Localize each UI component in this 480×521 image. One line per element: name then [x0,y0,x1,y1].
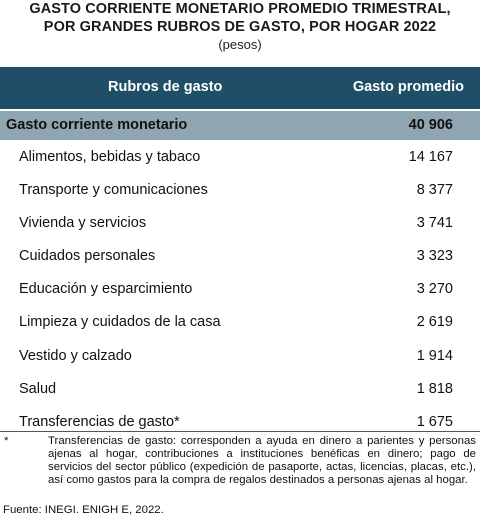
row-value: 3 741 [416,215,453,232]
row-label: Limpieza y cuidados de la casa [19,314,221,331]
row-value: 1 914 [416,347,453,364]
table-row [0,275,480,308]
table-title [0,0,480,36]
table-row [0,242,480,275]
row-value: 8 377 [416,182,453,199]
row-label: Salud [19,380,57,397]
total-label: Gasto corriente monetario [6,117,188,133]
title-line-2: POR GRANDES RUBROS DE GASTO, POR HOGAR 2022 [43,19,437,35]
row-value: 3 323 [416,248,453,265]
table-row [0,375,480,408]
title-line-1: GASTO CORRIENTE MONETARIO PROMEDIO TRIMESTRAL, [29,1,451,17]
table-row [0,209,480,242]
row-label: Transferencias de gasto* [19,413,180,430]
column-header-category: Rubros de gasto [108,79,223,95]
row-label: Cuidados personales [19,248,156,265]
footnote-marker: * [4,435,9,447]
table-row [0,342,480,375]
table-header [0,67,480,109]
row-label: Transporte y comunicaciones [19,182,208,199]
table-body [0,143,480,441]
source-note: Fuente: INEGI. ENIGH E, 2022. [3,504,164,516]
row-value: 1 675 [416,413,453,430]
row-label: Vivienda y servicios [19,215,147,232]
column-header-value: Gasto promedio [352,79,464,95]
unit-label: (pesos) [218,37,262,52]
row-value: 2 619 [416,314,453,331]
table-row [0,176,480,209]
total-value: 40 906 [408,117,453,133]
table-row [0,143,480,176]
footnote-text: Transferencias de gasto: corresponden a ayuda en dinero a parientes y personas ajenas al hogar, contribuciones a instituciones benéficas en dinero; pago de servicios del sector público (expedición de pasaporte, actas, licencias, placas, etc.), así como gastos para la compra de regalos destinados a personas ajenas al hogar. [48,435,476,486]
table-row [0,308,480,341]
row-label: Alimentos, bebidas y tabaco [19,149,201,165]
row-value: 3 270 [416,281,453,298]
footnote-divider [0,431,480,432]
row-label: Educación y esparcimiento [19,281,193,298]
row-label: Vestido y calzado [19,347,132,364]
row-value: 1 818 [416,380,453,397]
total-row [0,111,480,140]
row-value: 14 167 [408,149,453,165]
